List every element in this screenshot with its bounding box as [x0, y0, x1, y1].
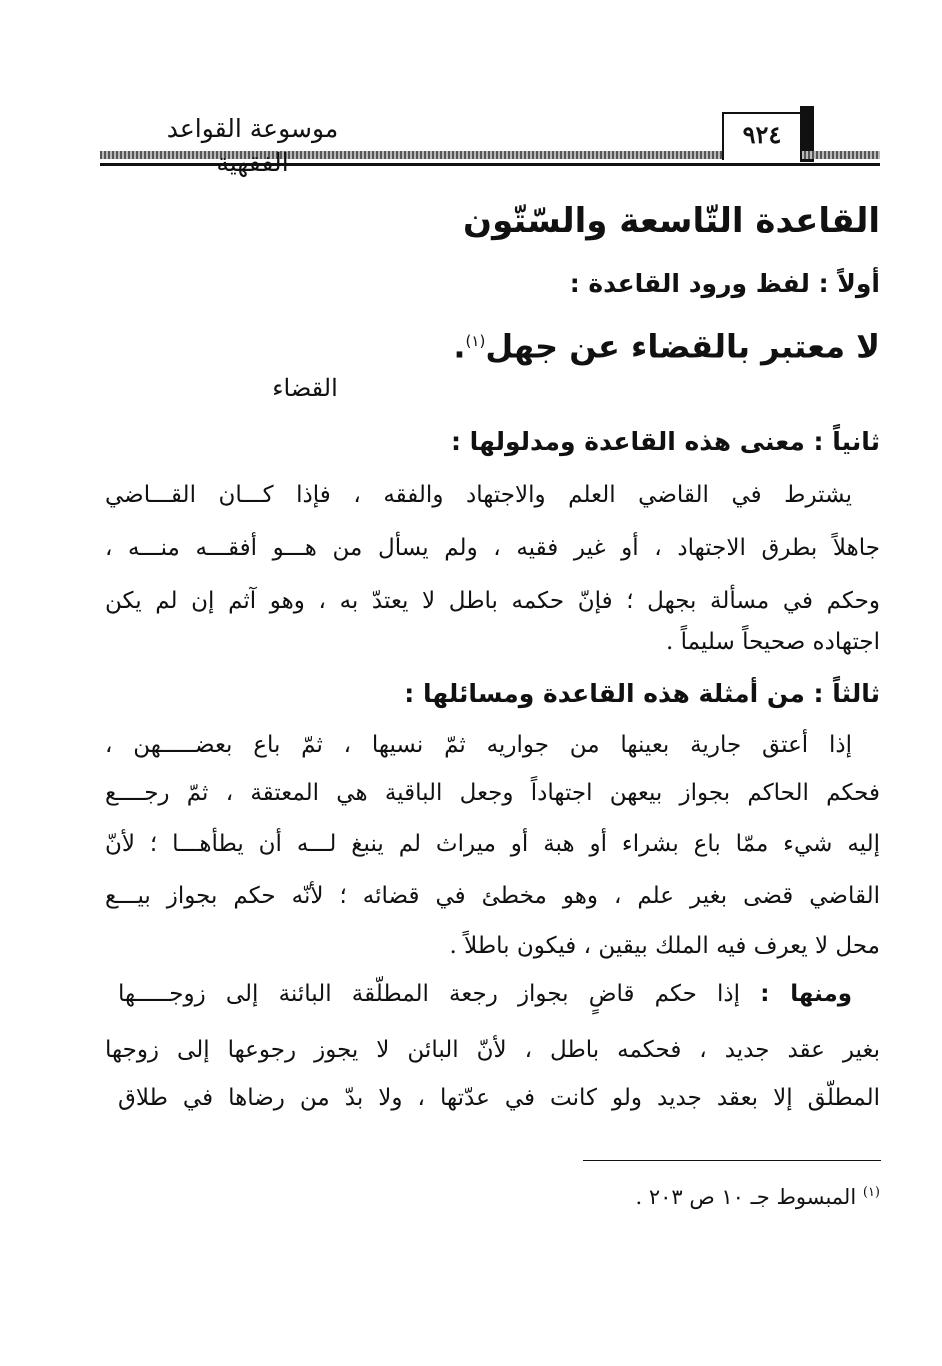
- section2-line: وحكم في مسألة بجهل ؛ فإنّ حكمه باطل لا يعتدّ به ، وهو آثم إن لم يكن: [105, 588, 880, 614]
- rule-statement-text: لا معتبر بالقضاء عن جهل: [485, 327, 880, 366]
- section2-line: يشترط في القاضي العلم والاجتهاد والفقه ، فإذا كـــان القـــاضي: [105, 482, 852, 508]
- stray-word: القضاء: [272, 374, 338, 402]
- footnote-ref: (١): [465, 332, 486, 350]
- running-book-title: موسوعة القواعد الفقهية: [166, 114, 339, 177]
- example2-first-text: إذا حكم قاضٍ بجواز رجعة المطلّقة البائنة إلى زوجـــــها: [118, 981, 741, 1007]
- example1-line: القاضي قضى بغير علم ، وهو مخطئ في قضائه ؛ لأنّه حكم بجواز بيـــع: [105, 883, 880, 909]
- example1-line: محل لا يعرف فيه الملك بيقين ، فيكون باطلاً .: [449, 933, 880, 959]
- rule-statement: [105, 318, 880, 370]
- section2-line: اجتهاده صحيحاً سليماً .: [666, 629, 880, 655]
- section2-line: جاهلاً بطرق الاجتهاد ، أو غير فقيه ، ولم يسأل من هـــو أفقـــه منـــه ،: [105, 535, 880, 561]
- footnote: [400, 1178, 880, 1212]
- footnote-marker: (١): [862, 1185, 880, 1200]
- example2-line: بغير عقد جديد ، فحكمه باطل ، لأنّ البائن لا يجوز رجوعها إلى زوجها: [105, 1037, 880, 1063]
- footnote-rule: [583, 1160, 881, 1161]
- page-number: ٩٢٤: [722, 112, 802, 160]
- footnote-text: المبسوط جـ ١٠ ص ٢٠٣ .: [635, 1185, 857, 1209]
- example1-line: إليه شيء ممّا باع بشراء أو هبة أو ميراث لم ينبغ لـــه أن يطأهـــا ؛ لأنّ: [105, 831, 880, 857]
- example1-line: فحكم الحاكم بجواز بيعهن اجتهاداً وجعل الباقية هي المعتقة ، ثمّ رجــــع: [105, 780, 880, 806]
- example2-line: [118, 976, 852, 1012]
- rule-statement-end: .: [453, 327, 466, 366]
- section3-heading: ثالثاً : من أمثلة هذه القاعدة ومسائلها :: [404, 679, 880, 708]
- example2-lead: ومنها :: [760, 981, 853, 1007]
- example1-line: إذا أعتق جارية بعينها من جواريه ثمّ نسيها ، ثمّ باع بعضـــــهن ،: [105, 732, 852, 758]
- section1-heading: أولاً : لفظ ورود القاعدة :: [569, 269, 880, 298]
- rule-title: القاعدة التّاسعة والسّتّون: [463, 201, 880, 241]
- section2-heading: ثانياً : معنى هذه القاعدة ومدلولها :: [450, 427, 880, 456]
- example2-line: المطلّق إلا بعقد جديد ولو كانت في عدّتها ، ولا بدّ من رضاها في طلاق: [118, 1085, 880, 1111]
